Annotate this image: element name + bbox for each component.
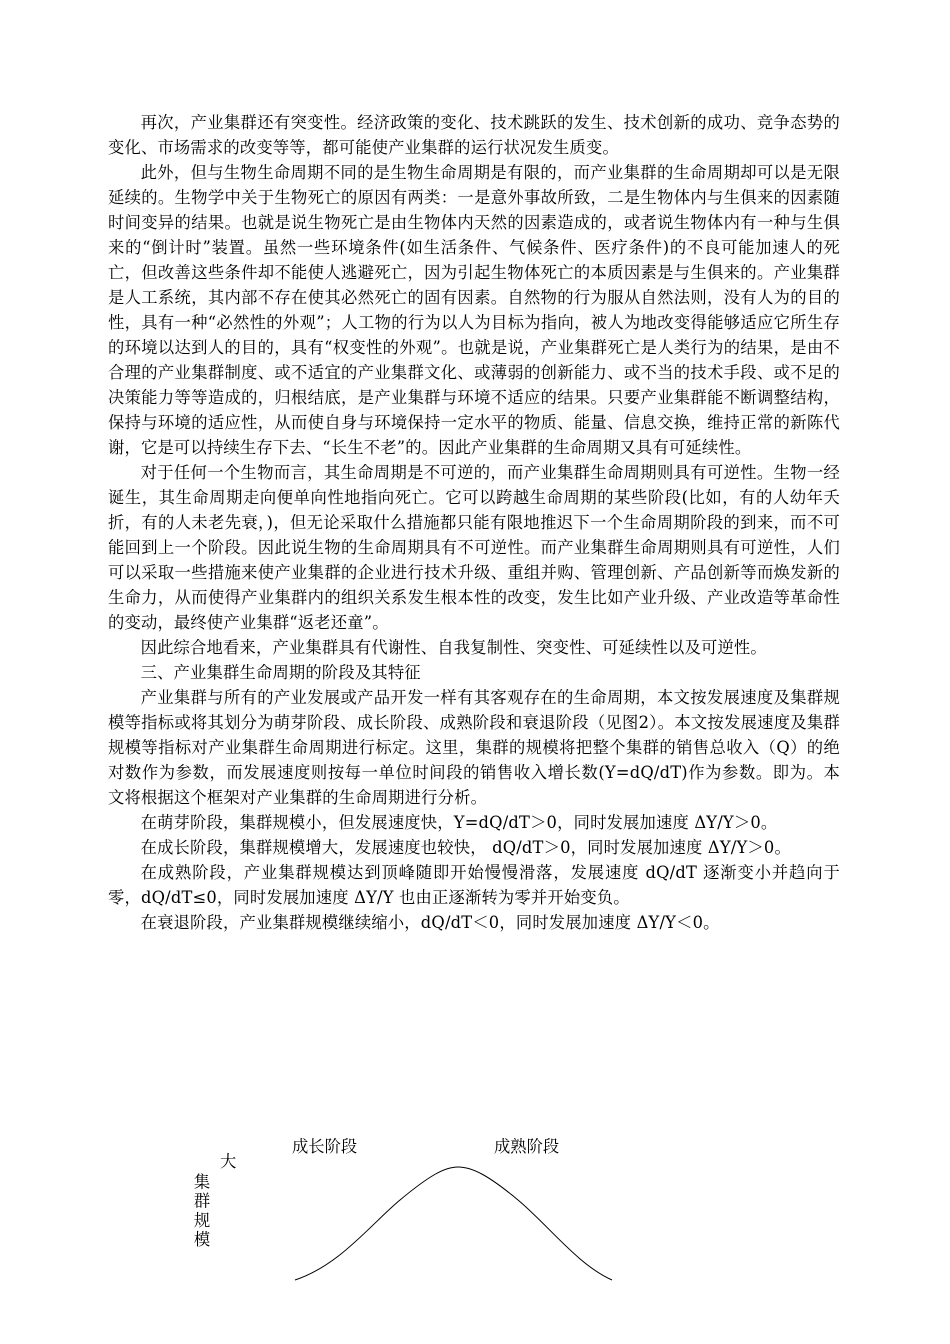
paragraph-mutation: 再次，产业集群还有突变性。经济政策的变化、技术跳跃的发生、技术创新的成功、竞争态势的变化、市场需求的改变等等，都可能使产业集群的运行状况发生质变。	[108, 113, 840, 157]
paragraph-stages-intro: 产业集群与所有的产业发展或产品开发一样有其客观存在的生命周期，本文按发展速度及集群规模等指标或将其划分为萌芽阶段、成长阶段、成熟阶段和衰退阶段（见图2）。本文按发展速度及集群规模等指标对产业集群生命周期进行标定。这里，集群的规模将把整个集群的销售总收入（Q）的绝对数作为参数，而发展速度则按每一单位时间段的销售收入增长数(Y=dQ/dT)作为参数。即为。本文将根据这个框架对产业集群的生命周期进行分析。	[108, 688, 840, 807]
document-body	[108, 110, 840, 935]
stage-label-mature: 成熟阶段	[494, 1137, 560, 1156]
section-heading: 三、产业集群生命周期的阶段及其特征	[140, 663, 421, 682]
axis-label-cluster-scale: 集群规模	[191, 1173, 210, 1251]
axis-top-label: 大	[220, 1152, 237, 1171]
paragraph-continuity: 此外，但与生物生命周期不同的是生物生命周期是有限的，而产业集群的生命周期却可以是无限延续的。生物学中关于生物死亡的原因有两类：一是意外事故所致，二是生物体内与生俱来的因素随时间变异的结果。也就是说生物死亡是由生物体内天然的因素造成的，或者说生物体内有一种与生俱来的“倒计时”装置。虽然一些环境条件(如生活条件、气候条件、医疗条件)的不良可能加速人的死亡，但改善这些条件却不能使人逃避死亡，因为引起生物体死亡的本质因素是与生俱来的。产业集群是人工系统，其内部不存在使其必然死亡的固有因素。自然物的行为服从自然法则，没有人为的目的性，具有一种“必然性的外观”；人工物的行为以人为目标为指向，被人为地改变得能够适应它所生存的环境以达到人的目的，具有“权变性的外观”。也就是说，产业集群死亡是人类行为的结果，是由不合理的产业集群制度、或不适宜的产业集群文化、或薄弱的创新能力、或不当的技术手段、或不足的决策能力等等造成的，归根结底，是产业集群与环境不适应的结果。只要产业集群能不断调整结构，保持与环境的适应性，从而使自身与环境保持一定水平的物质、能量、信息交换，维持正常的新陈代谢，它是可以持续生存下去、“长生不老”的。因此产业集群的生命周期又具有可延续性。	[108, 163, 840, 457]
paragraph-growth-stage: 在成长阶段，集群规模增大，发展速度也较快， dQ/dT＞0，同时发展加速度 ΔY/Y＞0。	[140, 838, 791, 857]
paragraph-embryonic-stage: 在萌芽阶段，集群规模小，但发展速度快，Y=dQ/dT＞0，同时发展加速度 ΔY/Y＞0。	[140, 813, 778, 832]
paragraph-summary: 因此综合地看来，产业集群具有代谢性、自我复制性、突变性、可延续性以及可逆性。	[140, 638, 767, 657]
stage-label-growth: 成长阶段	[292, 1137, 358, 1156]
paragraph-mature-stage: 在成熟阶段，产业集群规模达到顶峰随即开始慢慢滑落，发展速度 dQ/dT 逐渐变小并趋向于零，dQ/dT≤0，同时发展加速度 ΔY/Y 也由正逐渐转为零并开始变负。	[108, 863, 840, 907]
lifecycle-curve	[295, 1167, 612, 1280]
paragraph-reversibility: 对于任何一个生物而言，其生命周期是不可逆的，而产业集群生命周期则具有可逆性。生物一经诞生，其生命周期走向便单向性地指向死亡。它可以跨越生命周期的某些阶段(比如，有的人幼年夭折，有的人未老先衰，)，但无论采取什么措施都只能有限地推迟下一个生命周期阶段的到来，而不可能回到上一个阶段。因此说生物的生命周期具有不可逆性。而产业集群生命周期则具有可逆性，人们可以采取一些措施来使产业集群的企业进行技术升级、重组并购、管理创新、产品创新等而焕发新的生命力，从而使得产业集群内的组织关系发生根本性的改变，发生比如产业升级、产业改造等革命性的变动，最终使产业集群“返老还童”。	[108, 463, 840, 632]
lifecycle-curve-graphic	[0, 1125, 950, 1344]
paragraph-decline-stage: 在衰退阶段，产业集群规模继续缩小，dQ/dT＜0，同时发展加速度 ΔY/Y＜0。	[140, 913, 720, 932]
lifecycle-figure	[0, 1125, 950, 1344]
